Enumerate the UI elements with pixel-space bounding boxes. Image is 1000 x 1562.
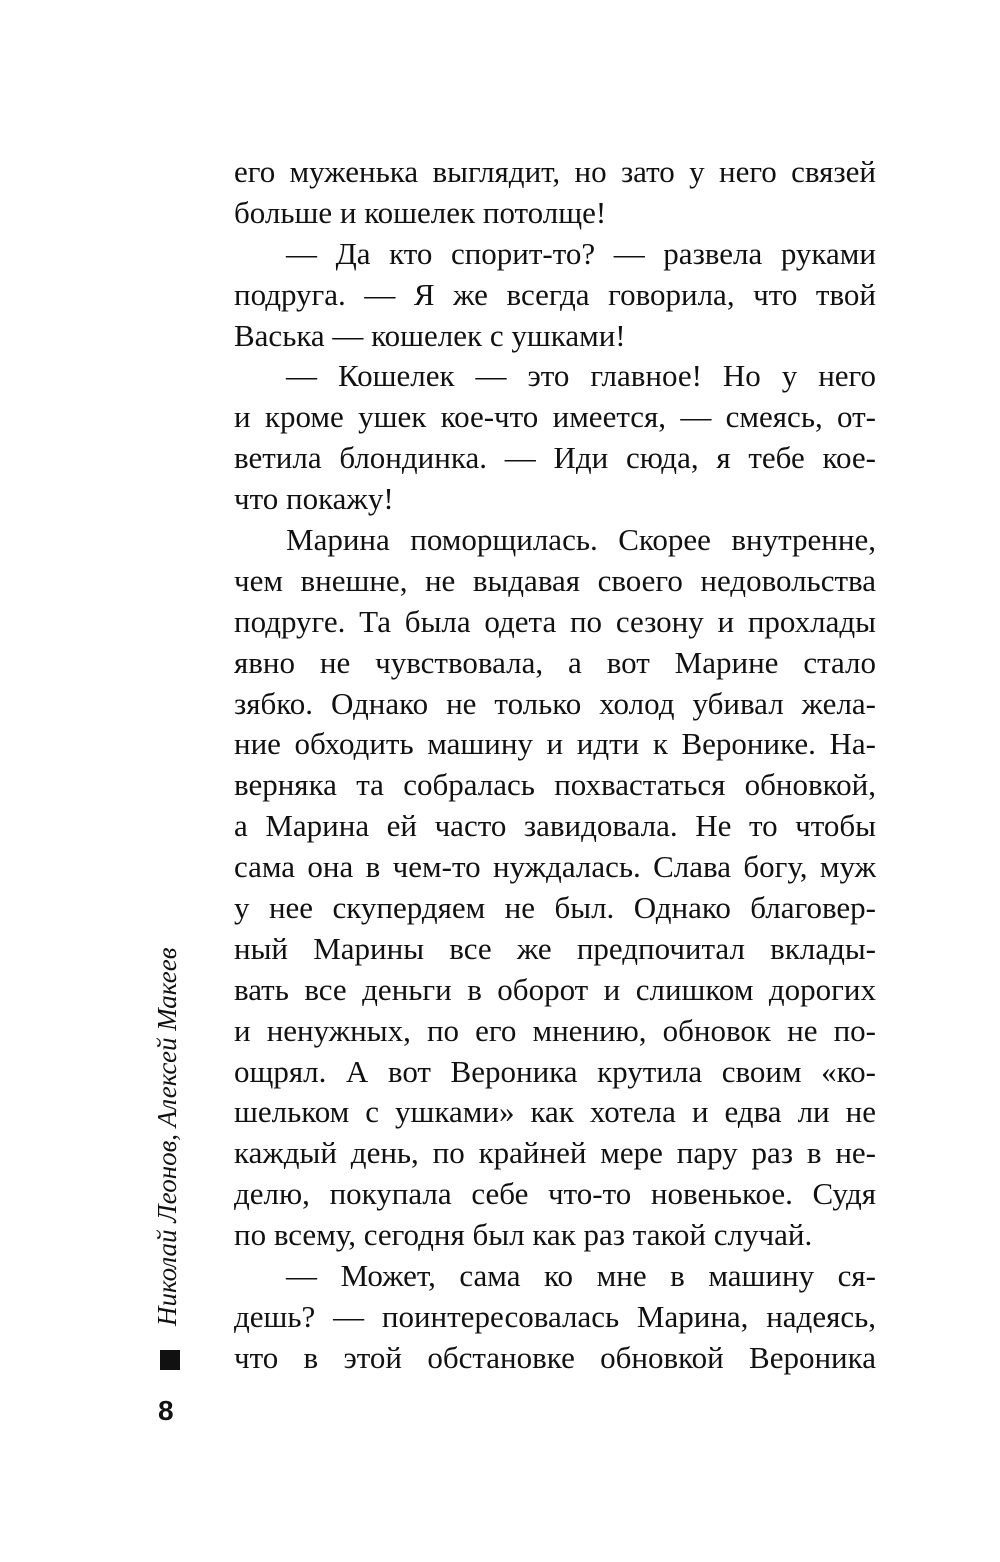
text-line: — Да кто спорит-то? — развела руками	[286, 235, 876, 271]
page-number: 8	[158, 1395, 174, 1426]
text-line: его муженька выглядит, но зато у него связей	[234, 154, 876, 189]
text-line: у нее скупердяем не был. Однако благовер-	[234, 890, 876, 926]
text-line: и ненужных, по его мнению, обновок не по-	[234, 1012, 876, 1048]
text-line: ветила блондинка. — Иди сюда, я тебе кое-	[234, 440, 876, 476]
text-line: подруге. Та была одета по сезону и прохлады	[234, 603, 876, 639]
text-line: чем внешне, не выдавая своего недовольства	[234, 562, 876, 598]
text-line: что в этой обстановке обновкой Вероника	[234, 1339, 876, 1375]
text-line: верняка та собралась похвастаться обновкой,	[234, 767, 876, 803]
text-line: явно не чувствовала, а вот Марине стало	[234, 644, 876, 680]
text-line: ние обходить машину и идти к Веронике. На-	[234, 726, 876, 762]
text-line: и кроме ушек кое-что имеется, — смеясь, от-	[234, 399, 876, 435]
text-line: каждый день, по крайней мере пару раз в не-	[234, 1135, 876, 1171]
text-line: больше и кошелек потолще!	[234, 194, 607, 230]
text-line: шельком с ушками» как хотела и едва ли не	[234, 1094, 876, 1130]
text-line: подруга. — Я же всегда говорила, что твой	[234, 276, 876, 312]
text-line: делю, покупала себе что-то новенькое. Судя	[234, 1176, 876, 1212]
text-line: ный Марины все же предпочитал вклады-	[234, 930, 876, 966]
running-head-authors: Николай Леонов, Алексей Макеев	[152, 947, 182, 1326]
text-line: Марина поморщилась. Скорее внутренне,	[286, 522, 876, 558]
text-line: — Может, сама ко мне в машину ся-	[286, 1258, 876, 1294]
square-marker-icon	[160, 1350, 180, 1370]
text-line: по всему, сегодня был как раз такой случай.	[234, 1217, 813, 1253]
text-line: дешь? — поинтересовалась Марина, надеясь,	[234, 1298, 876, 1334]
text-line: а Марина ей часто завидовала. Не то чтобы	[234, 808, 876, 844]
text-line: что покажу!	[234, 481, 394, 517]
text-line: вать все деньги в оборот и слишком дорогих	[234, 971, 876, 1007]
text-line: ощрял. А вот Вероника крутила своим «ко-	[234, 1053, 876, 1089]
text-line: — Кошелек — это главное! Но у него	[286, 358, 876, 394]
text-line: сама она в чем-то нуждалась. Слава богу, муж	[234, 849, 876, 885]
body-text	[234, 152, 876, 1379]
text-line: Васька — кошелек с ушками!	[234, 317, 626, 353]
text-line: зябко. Однако не только холод убивал жела-	[234, 685, 876, 721]
